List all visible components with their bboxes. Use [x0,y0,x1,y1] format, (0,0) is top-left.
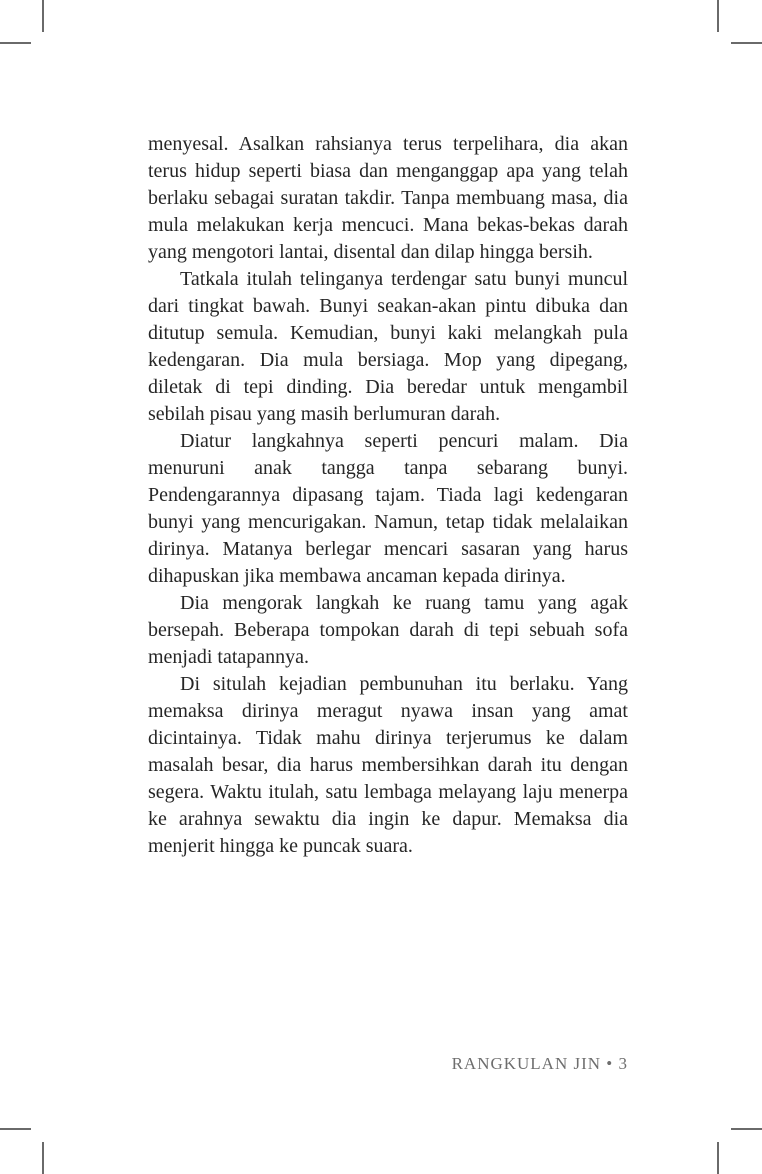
crop-mark-bottom-right-horizontal [731,1128,762,1130]
crop-mark-bottom-right-vertical [717,1142,719,1174]
crop-mark-top-right-horizontal [731,42,762,44]
paragraph: Tatkala itulah telinganya terdengar satu bunyi muncul dari tingkat bawah. Bunyi seakan-akan pintu dibuka dan ditutup semula. Kemudian, bunyi kaki melangkah pula kedengaran. Dia mula bersiaga. Mop yang dipegang, diletak di tepi dinding. Dia beredar untuk mengambil sebilah pisau yang masih berlumuran darah. [148,268,628,425]
crop-mark-bottom-left-vertical [42,1142,44,1174]
crop-mark-top-left-horizontal [0,42,31,44]
body-text-block [148,131,628,860]
crop-mark-bottom-left-horizontal [0,1128,31,1130]
paragraph: Diatur langkahnya seperti pencuri malam. Dia menuruni anak tangga tanpa sebarang bunyi. Pendengarannya dipasang tajam. Tiada lagi kedengaran bunyi yang mencurigakan. Namun, tetap tidak melalaikan dirinya. Matanya berlegar mencari sasaran yang harus dihapuskan jika membawa ancaman kepada dirinya. [148,430,628,587]
crop-mark-top-right-vertical [717,0,719,32]
paragraph: Di situlah kejadian pembunuhan itu berlaku. Yang memaksa dirinya meragut nyawa insan yang amat dicintainya. Tidak mahu dirinya terjerumus ke dalam masalah besar, dia harus membersihkan darah itu dengan segera. Waktu itulah, satu lembaga melayang laju menerpa ke arahnya sewaktu dia ingin ke dapur. Memaksa dia menjerit hingga ke puncak suara. [148,673,628,857]
paragraph-continuation: menyesal. Asalkan rahsianya terus terpelihara, dia akan terus hidup seperti biasa dan menganggap apa yang telah berlaku sebagai suratan takdir. Tanpa membuang masa, dia mula melakukan kerja mencuci. Mana bekas-bekas darah yang mengotori lantai, disental dan dilap hingga bersih. [148,133,628,263]
paragraph: Dia mengorak langkah ke ruang tamu yang agak bersepah. Beberapa tompokan darah di tepi sebuah sofa menjadi tatapannya. [148,592,628,668]
running-footer [148,1054,628,1074]
footer-title-and-page-number: RANGKULAN JIN • 3 [451,1054,628,1073]
crop-mark-top-left-vertical [42,0,44,32]
